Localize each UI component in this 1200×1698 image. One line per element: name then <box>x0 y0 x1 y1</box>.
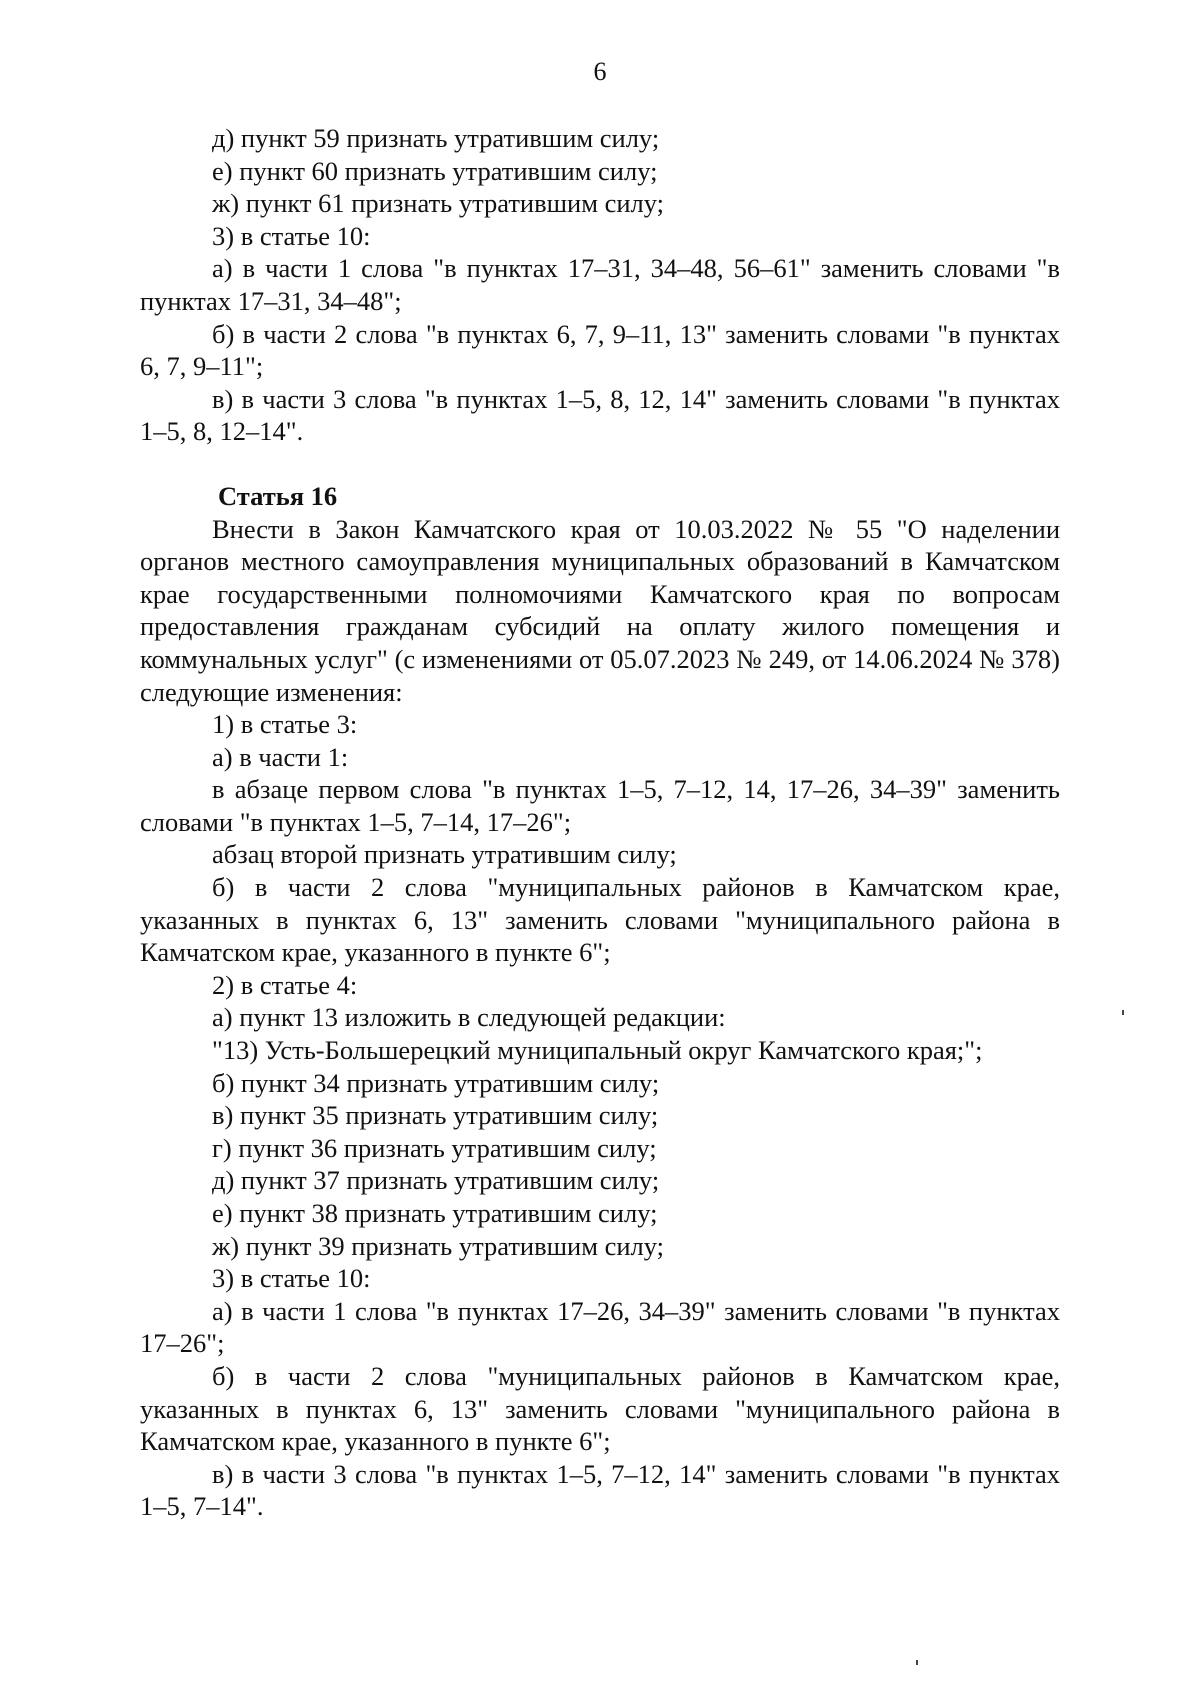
paragraph: б) пункт 34 признать утратившим силу; <box>212 1067 660 1098</box>
paragraph: в) в части 3 слова "в пунктах 1–5, 7–12, 14" заменить словами "в пунктах 1–5, 7–14". <box>140 1458 1060 1522</box>
paragraph: д) пункт 37 признать утратившим силу; <box>212 1165 660 1196</box>
paragraph: а) в части 1 слова "в пунктах 17–31, 34–48, 56–61" заменить словами "в пунктах 17–31, 34–48"; <box>140 253 1060 316</box>
paragraph: е) пункт 38 признать утратившим силу; <box>212 1198 658 1228</box>
paragraph: а) пункт 13 изложить в следующей редакции: <box>212 1002 726 1033</box>
paragraph: абзац второй признать утратившим силу; <box>212 839 677 870</box>
paragraph: 3) в статье 10: <box>212 220 371 251</box>
paragraph: "13) Усть-Большерецкий муниципальный округ Камчатского края;"; <box>212 1035 983 1066</box>
paragraph: а) в части 1 слова "в пунктах 17–26, 34–39" заменить словами "в пунктах 17–26"; <box>140 1295 1060 1359</box>
paragraph: 3) в статье 10: <box>212 1263 371 1294</box>
article-heading: Статья 16 <box>218 480 338 511</box>
document-body <box>140 122 1060 1523</box>
paragraph: ж) пункт 39 признать утратившим силу; <box>212 1230 665 1261</box>
paragraph: в абзаце первом слова "в пунктах 1–5, 7–12, 14, 17–26, 34–39" заменить словами "в пунктах 1–5, 7–14, 17–26"; <box>140 774 1060 837</box>
scan-speck <box>916 1660 918 1665</box>
paragraph: в) в части 3 слова "в пунктах 1–5, 8, 12, 14" заменить словами "в пунктах 1–5, 8, 12–14". <box>140 383 1060 447</box>
paragraph: 1) в статье 3: <box>212 709 358 740</box>
paragraph: б) в части 2 слова "муниципальных районов в Камчатском крае, указанных в пунктах 6, 13" заменить словами "муниципального района в Камчатском крае, указанного в пункте 6"; <box>140 1360 1060 1457</box>
paragraph: б) в части 2 слова "муниципальных районов в Камчатском крае, указанных в пунктах 6, 13" заменить словами "муниципального района в Камчатском крае, указанного в пункте 6"; <box>140 872 1060 968</box>
scan-speck <box>1122 1010 1124 1015</box>
paragraph: ж) пункт 61 признать утратившим силу; <box>212 188 665 219</box>
paragraph: а) в части 1: <box>212 741 349 772</box>
paragraph: Внести в Закон Камчатского края от 10.03.2022 № 55 "О наделении органов местного самоуправления муниципальных образований в Камчатском крае государственными полномочиями Камчатского края по вопросам предоставления гражданам субсидий на оплату жилого помещения и коммунальных услуг" (с изменениями от 05.07.2023 № 249, от 14.06.2024 № 378) следующие изменения: <box>140 513 1060 707</box>
paragraph: е) пункт 60 признать утратившим силу; <box>212 155 658 186</box>
paragraph: в) пункт 35 признать утратившим силу; <box>212 1100 659 1131</box>
paragraph: г) пункт 36 признать утратившим силу; <box>212 1132 657 1163</box>
paragraph: 2) в статье 4: <box>212 969 358 1000</box>
paragraph: б) в части 2 слова "в пунктах 6, 7, 9–11, 13" заменить словами "в пунктах 6, 7, 9–11"; <box>140 318 1060 382</box>
page-number: 6 <box>593 57 607 86</box>
paragraph: д) пункт 59 признать утратившим силу; <box>212 123 660 153</box>
